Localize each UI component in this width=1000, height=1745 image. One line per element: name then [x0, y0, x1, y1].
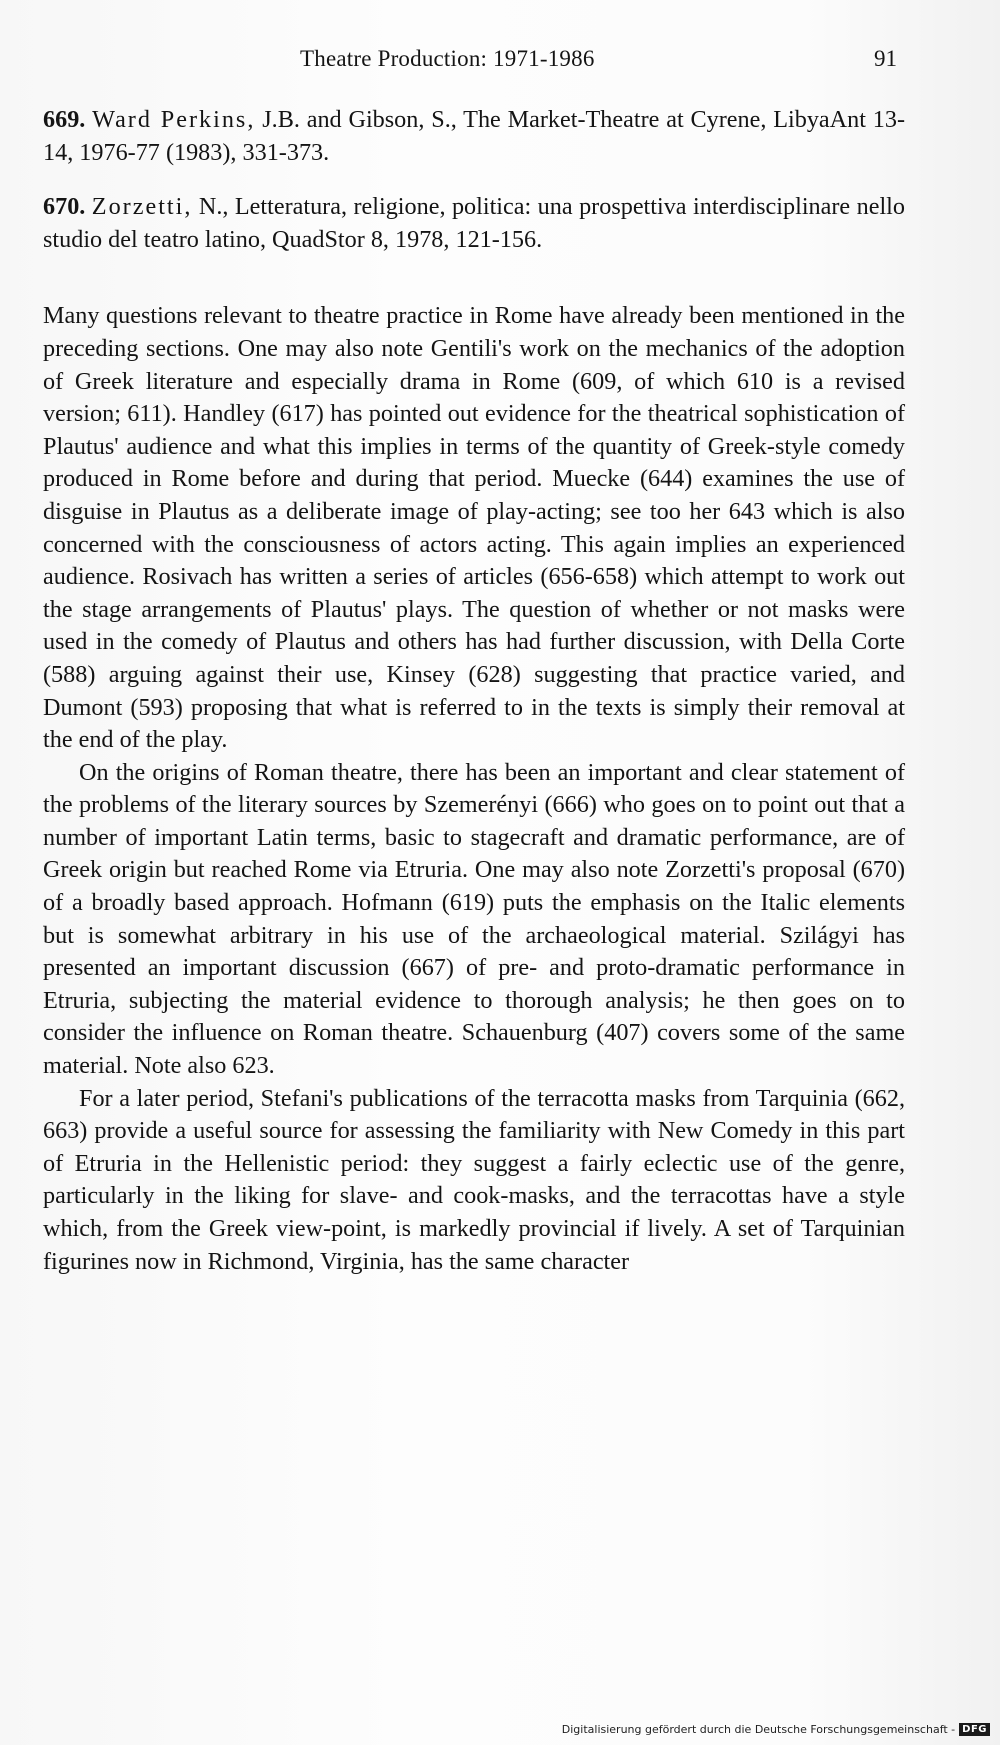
reference-entry-669: [43, 104, 905, 169]
page-number: 91: [874, 46, 897, 71]
footer-text: Digitalisierung gefördert durch die Deutsche Forschungsgemeinschaft -: [561, 1722, 956, 1736]
running-head-title: Theatre Production: 1971-1986: [300, 46, 595, 71]
reference-author: Ward Perkins,: [92, 106, 256, 133]
running-head: [0, 46, 1000, 80]
reference-entry-670: [43, 191, 905, 256]
reference-number: 669.: [43, 106, 86, 133]
paragraph-later-period: For a later period, Stefani's publications of the terracotta masks from Tarquinia (662, 663) provide a useful source for assessing the familiarity with New Comedy in this part of Etruria in the Hellenistic period: they suggest a fairly eclectic use of the genre, particularly in the liking for slave- and cook-masks, and the terracottas have a style which, from the Greek view-point, is markedly provincial if lively. A set of Tarquinian figurines now in Richmond, Virginia, has the same character: [43, 1084, 905, 1275]
reference-details: N., Letteratura, religione, politica: una prospettiva interdisciplinare nello studio del teatro latino, QuadStor 8, 1978, 121-156.: [43, 193, 905, 253]
paragraph-theatre-practice: Many questions relevant to theatre practice in Rome have already been mentioned in the preceding sections. One may also note Gentili's work on the mechanics of the adoption of Greek literature and especially drama in Rome (609, of which 610 is a revised version; 611). Handley (617) has pointed out evidence for the theatrical sophistication of Plautus' audience and what this implies in terms of the quantity of Greek-style comedy produced in Rome before and during that period. Muecke (644) examines the use of disguise in Plautus as a deliberate image of play-acting; see too her 643 which is also concerned with the consciousness of actors acting. This again implies an experienced audience. Rosivach has written a series of articles (656-658) which attempt to work out the stage arrangements of Plautus' plays. The question of whether or not masks were used in the comedy of Plautus and others has had further discussion, with Della Corte (588) arguing against their use, Kinsey (628) suggesting that practice varied, and Dumont (593) proposing that what is referred to in the texts is simply their removal at the end of the play.: [43, 302, 905, 754]
dfg-logo-icon: DFG: [959, 1723, 990, 1736]
body-text: [43, 104, 905, 1278]
reference-details: J.B. and Gibson, S., The Market-Theatre at Cyrene, LibyaAnt 13-14, 1976-77 (1983), 331-373.: [43, 106, 906, 166]
paragraph-origins: On the origins of Roman theatre, there has been an important and clear statement of the problems of the literary sources by Szemerényi (666) who goes on to point out that a number of important Latin terms, basic to stagecraft and dramatic performance, are of Greek origin but reached Rome via Etruria. One may also note Zorzetti's proposal (670) of a broadly based approach. Hofmann (619) puts the emphasis on the Italic elements but is somewhat arbitrary in his use of the archaeological material. Szilágyi has presented an important discussion (667) of pre- and proto-dramatic performance in Etruria, subjecting the material evidence to thorough analysis; he then goes on to consider the influence on Roman theatre. Schauenburg (407) covers some of the same material. Note also 623.: [43, 758, 905, 1080]
reference-author: Zorzetti,: [91, 193, 193, 221]
digitization-footer: [562, 1719, 990, 1739]
reference-number: 670.: [43, 193, 86, 221]
